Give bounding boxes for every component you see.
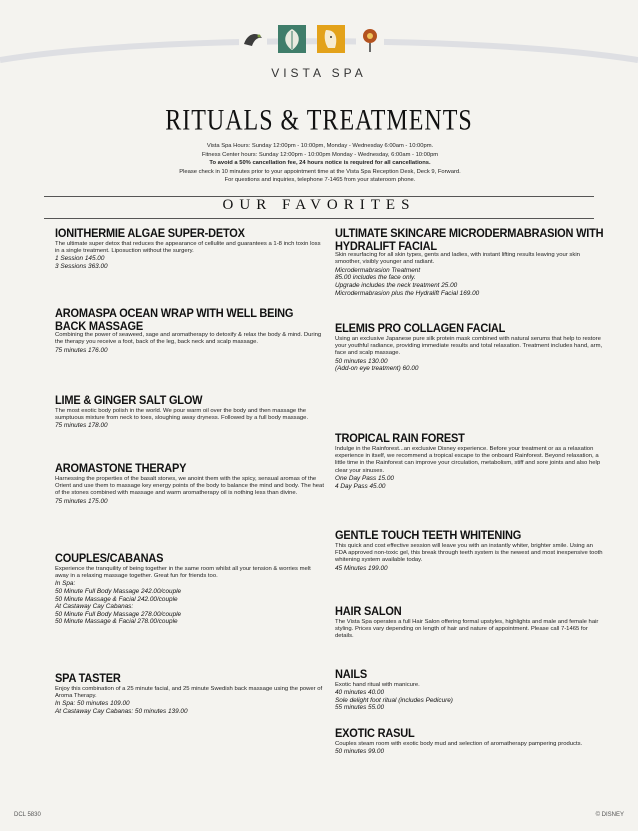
- treatment-item: [335, 606, 605, 641]
- treatment-title: LIME & GINGER SALT GLOW: [55, 393, 203, 408]
- treatment-price: 40 minutes 40.00: [335, 688, 385, 696]
- treatment-title: AROMASPA OCEAN WRAP WITH WELL BEING BACK MASSAGE: [55, 306, 294, 333]
- treatment-description: The most exotic body polish in the world. We pour warm oil over the body and then massage the sumptuous mixture from neck to toes, sloughing away dryness. Followed by a full body massage.: [55, 407, 309, 421]
- treatment-item: [335, 433, 605, 490]
- treatment-item: [335, 323, 605, 373]
- treatment-description: Harnessing the properties of the basalt stones, we anoint them with the spicy, sensual aromas of the Orient and use them to massage key energy points of the body to balance the mind and body. The heat of the stones combined with massage and warm aromatherapy oil is nothing less than divine.: [55, 475, 324, 497]
- bird-icon: [236, 22, 269, 55]
- treatment-price: 45 Minutes 199.00: [335, 564, 388, 572]
- treatment-price: 55 minutes 55.00: [335, 704, 385, 712]
- face-icon: [314, 22, 347, 55]
- treatment-item: [335, 669, 605, 712]
- treatment-title: ULTIMATE SKINCARE MICRODERMABRASION WITH HYDRALIFT FACIAL: [335, 226, 604, 253]
- treatment-title: IONITHERMIE ALGAE SUPER-DETOX: [55, 226, 245, 241]
- treatment-title: EXOTIC RASUL: [335, 726, 415, 741]
- treatment-price: One Day Pass 15.00: [335, 475, 394, 483]
- treatment-title: GENTLE TOUCH TEETH WHITENING: [335, 528, 522, 543]
- brand-name: VISTA SPA: [271, 66, 367, 80]
- treatment-price: In Spa:: [55, 580, 76, 588]
- treatment-item: [55, 308, 325, 354]
- treatment-price: Microdermabrasion Treatment: [335, 266, 421, 274]
- info-line: Vista Spa Hours: Sunday 12:00pm - 10:00pm, Monday - Wednesday 6:00am - 10:00pm.: [206, 143, 434, 149]
- treatment-price: Microdermabrasion plus the Hydralift Facial 169.00: [335, 289, 480, 297]
- treatment-title: COUPLES/CABANAS: [55, 551, 164, 566]
- leaf-icon: [275, 22, 308, 55]
- treatment-price: 75 minutes 178.00: [55, 422, 108, 430]
- section-header: [44, 196, 594, 220]
- treatment-price: 50 Minute Massage & Facial 242.00/couple: [55, 595, 178, 603]
- treatment-description: Skin resurfacing for all skin types, gents and ladies, with instant lifting results leaving your skin smoother, visibly younger and radiant.: [335, 252, 580, 266]
- treatment-description: Using an exclusive Japanese pure silk protein mask combined with natural serums that help to restore your youthful radiance, providing immediate results and total relaxation. Treatment includes hand, arm, face and scalp massage.: [335, 335, 603, 357]
- treatment-title: NAILS: [335, 667, 368, 682]
- info-line: Please check in 10 minutes prior to your appointment time at the Vista Spa Reception Desk, Deck 9, Forward.: [179, 168, 461, 175]
- treatment-price: 50 minutes 99.00: [335, 747, 385, 755]
- treatment-price: 4 Day Pass 45.00: [335, 482, 386, 490]
- treatment-title: TROPICAL RAIN FOREST: [335, 431, 465, 446]
- treatment-price: 50 minutes 130.00: [335, 357, 388, 365]
- cancellation-notice: To avoid a 50% cancellation fee, 24 hours notice is required for all cancellations.: [209, 160, 431, 167]
- copyright: © DISNEY: [595, 812, 624, 818]
- treatment-item: [55, 673, 325, 716]
- treatment-title: HAIR SALON: [335, 604, 402, 619]
- flower-icon: [353, 22, 386, 55]
- treatment-price: Upgrade includes the neck treatment 25.00: [335, 282, 458, 289]
- info-line: Fitness Center hours: Sunday 12:00pm - 10:00pm Monday - Wednesday, 6:00am - 10:00pm: [201, 151, 439, 158]
- treatment-description: Indulge in the Rainforest...an exclusive Disney experience. Before your treatment or as a relaxation experience in itself, we recommend a tropical escape to the onboard Rainforest. Beyond relaxation, a little time in the Rainforest can improve your circulation, metabolism, stiff and sore joints and also help clear your sinuses.: [335, 445, 601, 474]
- treatment-price: In Spa: 50 minutes 109.00: [55, 700, 130, 708]
- treatment-item: [55, 463, 325, 505]
- treatment-description: Couples steam room with exotic body mud and selection of aromatherapy pampering products.: [335, 740, 583, 747]
- treatment-title: SPA TASTER: [55, 671, 121, 686]
- document-code: DCL 5830: [14, 812, 41, 818]
- treatment-price: At Castaway Cay Cabanas:: [55, 603, 134, 611]
- treatment-description: The Vista Spa operates a full Hair Salon offering formal upstyles, highlights and male and female hair styling. Prices vary depending on length of hair and nature of appointment. Please call 7-1465 for details.: [335, 618, 599, 640]
- treatment-title: ELEMIS PRO COLLAGEN FACIAL: [335, 321, 506, 336]
- treatment-item: [55, 395, 325, 430]
- spa-info: [60, 142, 580, 185]
- treatment-price: 3 Sessions 363.00: [55, 262, 108, 270]
- treatment-price: At Castaway Cay Cabanas: 50 minutes 139.00: [55, 707, 188, 715]
- treatment-description: This quick and cost effective session will leave you with an instantly whiter, brighter smile. Using an FDA approved non-toxic gel, this break through teeth system is the newest and most inexpensive tooth whitening system available today.: [335, 542, 603, 564]
- section-title: OUR FAVORITES: [222, 197, 416, 213]
- treatment-price: 1 Session 145.00: [55, 255, 105, 263]
- page-title: RITUALS & TREATMENTS: [165, 104, 473, 138]
- treatment-price: 75 minutes 175.00: [55, 497, 108, 505]
- treatment-price: 50 Minute Full Body Massage 242.00/couple: [55, 587, 182, 595]
- treatment-price: 50 Minute Massage & Facial 278.00/couple: [55, 618, 178, 626]
- treatment-item: [55, 228, 325, 271]
- treatment-description: Enjoy this combination of a 25 minute facial, and 25 minute Swedish back massage using the power of Aroma Therapy.: [55, 685, 323, 699]
- info-line: For questions and inquiries, telephone 7-1465 from your stateroom phone.: [224, 177, 416, 184]
- divider: [44, 218, 594, 219]
- treatment-title: AROMASTONE THERAPY: [55, 461, 187, 476]
- treatment-price: 50 Minute Full Body Massage 278.00/couple: [55, 610, 182, 618]
- treatment-description: The ultimate super detox that reduces the appearance of cellulite and guarantees a 1-8 inch toxin loss in a single treatment. Liposuction without the surgery.: [55, 240, 321, 254]
- treatment-item: [335, 530, 605, 572]
- treatment-item: [55, 553, 325, 626]
- treatment-item: [335, 228, 605, 297]
- vista-spa-logo: [236, 22, 406, 60]
- treatment-price: Sole delight foot ritual (includes Pedicure): [335, 696, 453, 704]
- treatment-price: (Add-on eye treatment) 60.00: [335, 365, 419, 373]
- treatment-description: Experience the tranquility of being together in the same room whilst all your tension & worries melt away in a relaxing massage together. Great fun for friends too.: [55, 565, 311, 579]
- treatment-item: [335, 728, 605, 756]
- treatment-description: Combining the power of seaweed, sage and aromatherapy to detoxify & relax the body & mind. During the therapy you receive a foot, back of the leg, back neck and scalp massage.: [55, 332, 322, 346]
- treatment-description: Exotic hand ritual with manicure.: [335, 681, 420, 688]
- treatment-price: 85.00 includes the face only.: [335, 274, 416, 282]
- treatment-price: 75 minutes 176.00: [55, 346, 108, 354]
